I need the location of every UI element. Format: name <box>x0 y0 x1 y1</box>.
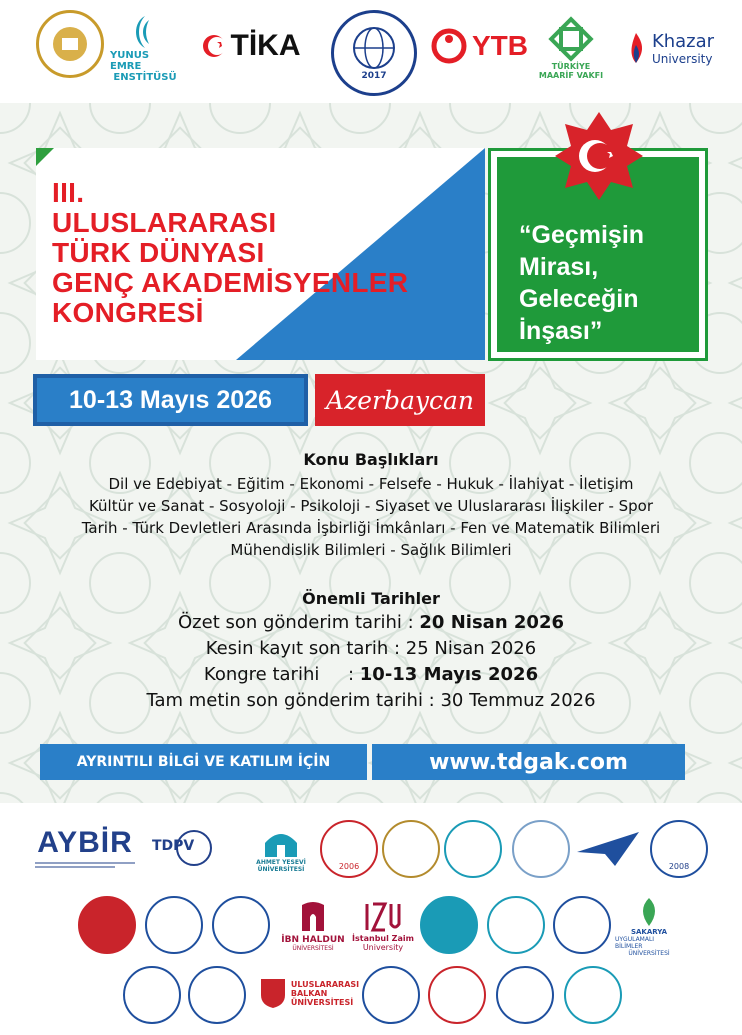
motto-line-2: Mirası, <box>519 253 599 281</box>
partner-logo-mountain-seal <box>123 966 181 1024</box>
date-row-label: Özet son gönderim tarihi : <box>178 612 420 633</box>
title-line-2: ULUSLARARASI <box>52 207 277 238</box>
congress-dates: 10-13 Mayıs 2026 <box>33 374 308 426</box>
balkan-shield-icon <box>259 977 287 1009</box>
aybir-name: AYBİR <box>37 826 133 859</box>
date-row <box>0 662 742 688</box>
congress-title <box>52 178 408 328</box>
sponsor-logo-yunus-emre <box>110 8 180 88</box>
motto-line-1: “Geçmişin <box>519 221 645 249</box>
maarif-line1: TÜRKİYE <box>551 62 591 71</box>
partner-logo-ibn-haldun <box>278 894 348 958</box>
motto-text <box>519 219 644 347</box>
topics-section <box>0 450 742 561</box>
partner-logo-star-seal <box>145 896 203 954</box>
date-row <box>0 636 742 662</box>
bartin-year: 2008 <box>668 861 690 871</box>
maarif-knot-icon <box>548 16 594 62</box>
partner-logo-international-vision <box>362 966 420 1024</box>
partner-logo-yalova <box>428 966 486 1024</box>
partner-logo-ahmet-yesevi <box>250 820 312 878</box>
sponsor-logo-maarif <box>535 8 607 88</box>
partner-logo-ankara <box>382 820 440 878</box>
date-row-value: 20 Nisan 2026 <box>419 612 564 633</box>
sakarya-line1: SAKARYA <box>630 927 668 936</box>
green-corner-accent <box>36 148 54 166</box>
title-line-5: KONGRESİ <box>52 297 204 328</box>
sponsor-logo-khazar <box>612 24 727 72</box>
yesevi-dome-icon <box>259 825 303 859</box>
khazar-sub: University <box>651 51 713 66</box>
izu-line1: İstanbul Zaim <box>352 934 414 943</box>
izu-line2: University <box>362 943 404 952</box>
partner-logo-abdullah-gul-seal <box>553 896 611 954</box>
partner-logo-istanbul-zaim <box>352 894 414 958</box>
khazar-name: Khazar <box>651 30 715 52</box>
date-row-label: Kesin kayıt son tarih : <box>205 638 406 659</box>
partner-logo-tdpv <box>148 826 240 870</box>
info-label: AYRINTILI BİLGİ VE KATILIM İÇİN <box>40 744 367 780</box>
azerbaijan-star-emblem-icon <box>553 110 645 202</box>
balkan-line2: BALKAN <box>290 988 328 998</box>
gab-year: 2017 <box>361 71 387 81</box>
congress-title-box <box>36 148 485 360</box>
topic-line-1: Dil ve Edebiyat - Eğitim - Ekonomi - Felsefe - Hukuk - İlahiyat - İletişim <box>108 475 634 493</box>
maarif-line2: MAARİF VAKFI <box>538 71 604 80</box>
motto-line-4: İnşası” <box>519 317 603 345</box>
partner-logo-bartin <box>650 820 708 878</box>
date-row-value: 30 Temmuz 2026 <box>440 690 596 711</box>
partner-logo-university-seal <box>512 820 570 878</box>
sponsor-logo-tika <box>188 24 313 68</box>
partner-logo-ankara-yildirim <box>444 820 502 878</box>
motto-line-3: Geleceğin <box>519 285 639 313</box>
website-link[interactable]: www.tdgak.com <box>372 744 685 780</box>
sakarya-line2: UYGULAMALI BİLİMLER <box>615 935 655 950</box>
partner-logo-balkan <box>258 968 360 1018</box>
date-row-value: 25 Nisan 2026 <box>405 638 537 659</box>
balkan-line3: ÜNİVERSİTESİ <box>290 997 354 1007</box>
yesevi-line1: AHMET YESEVİ <box>256 859 306 866</box>
partner-logo-amasya <box>320 820 378 878</box>
partner-logo-aybir <box>30 822 140 874</box>
ytb-emblem-icon <box>430 27 468 65</box>
crescent-icon <box>201 33 227 59</box>
topics-title: Konu Başlıkları <box>303 450 439 469</box>
flame-icon <box>625 31 647 65</box>
topic-line-4: Mühendislik Bilimleri - Sağlık Bilimleri <box>230 541 512 559</box>
date-row <box>0 688 742 714</box>
partner-logo-k-seal <box>487 896 545 954</box>
ibn-haldun-emblem-icon <box>298 901 328 935</box>
sponsor-logo-bar <box>0 0 742 103</box>
partner-logo-yildiz-teknik <box>496 966 554 1024</box>
sponsor-logo-genc-akademisyenler <box>331 10 417 96</box>
partner-logo-red-seal <box>78 896 136 954</box>
sponsor-logo-seal <box>36 10 104 78</box>
partner-logo-bakircay <box>420 896 478 954</box>
amasya-year: 2006 <box>338 861 360 871</box>
partner-logo-gazi <box>212 896 270 954</box>
date-row-label: Tam metin son gönderim tarihi : <box>146 690 441 711</box>
ibn-haldun-line2: ÜNİVERSİTESİ <box>292 944 334 952</box>
sakarya-line3: ÜNİVERSİTESİ <box>628 949 670 957</box>
yesevi-line2: ÜNİVERSİTESİ <box>257 866 305 873</box>
tika-name: TİKA <box>230 29 301 62</box>
izu-letters-icon <box>363 900 403 934</box>
ytb-name: YTB <box>472 30 528 61</box>
important-dates-section <box>0 589 742 714</box>
title-line-4: GENÇ AKADEMİSYENLER <box>52 267 409 298</box>
topic-line-2: Kültür ve Sanat - Sosyoloji - Psikoloji - Siyaset ve Uluslararası İlişkiler - Spor <box>88 497 654 515</box>
ibn-haldun-line1: İBN HALDUN <box>281 934 345 945</box>
important-dates-title: Önemli Tarihler <box>302 589 440 608</box>
topic-line-3: Tarih - Türk Devletleri Arasında İşbirliği İmkânları - Fen ve Matematik Bilimleri <box>81 519 661 537</box>
congress-country: Azerbaycan <box>315 374 485 426</box>
partner-logo-plane-icon <box>575 826 641 870</box>
partner-logo-tashkent-law <box>188 966 246 1024</box>
yunus-emre-sub: ENSTİTÜSÜ <box>113 71 177 83</box>
partner-logo-sakarya <box>615 894 683 958</box>
sponsor-logo-ytb <box>424 22 534 70</box>
sakarya-leaf-icon <box>633 896 665 928</box>
date-row-value: 10-13 Mayıs 2026 <box>359 664 539 685</box>
title-line-3: TÜRK DÜNYASI <box>52 237 265 268</box>
tdpv-name: TDPV <box>152 838 195 854</box>
partner-logo-teal-seal <box>564 966 622 1024</box>
balkan-line1: ULUSLARARASI <box>290 979 360 989</box>
date-row-label: Kongre tarihi : <box>203 664 360 685</box>
title-line-1: III. <box>52 177 85 208</box>
yunus-emre-name: YUNUS EMRE <box>110 49 150 72</box>
date-row <box>0 610 742 636</box>
